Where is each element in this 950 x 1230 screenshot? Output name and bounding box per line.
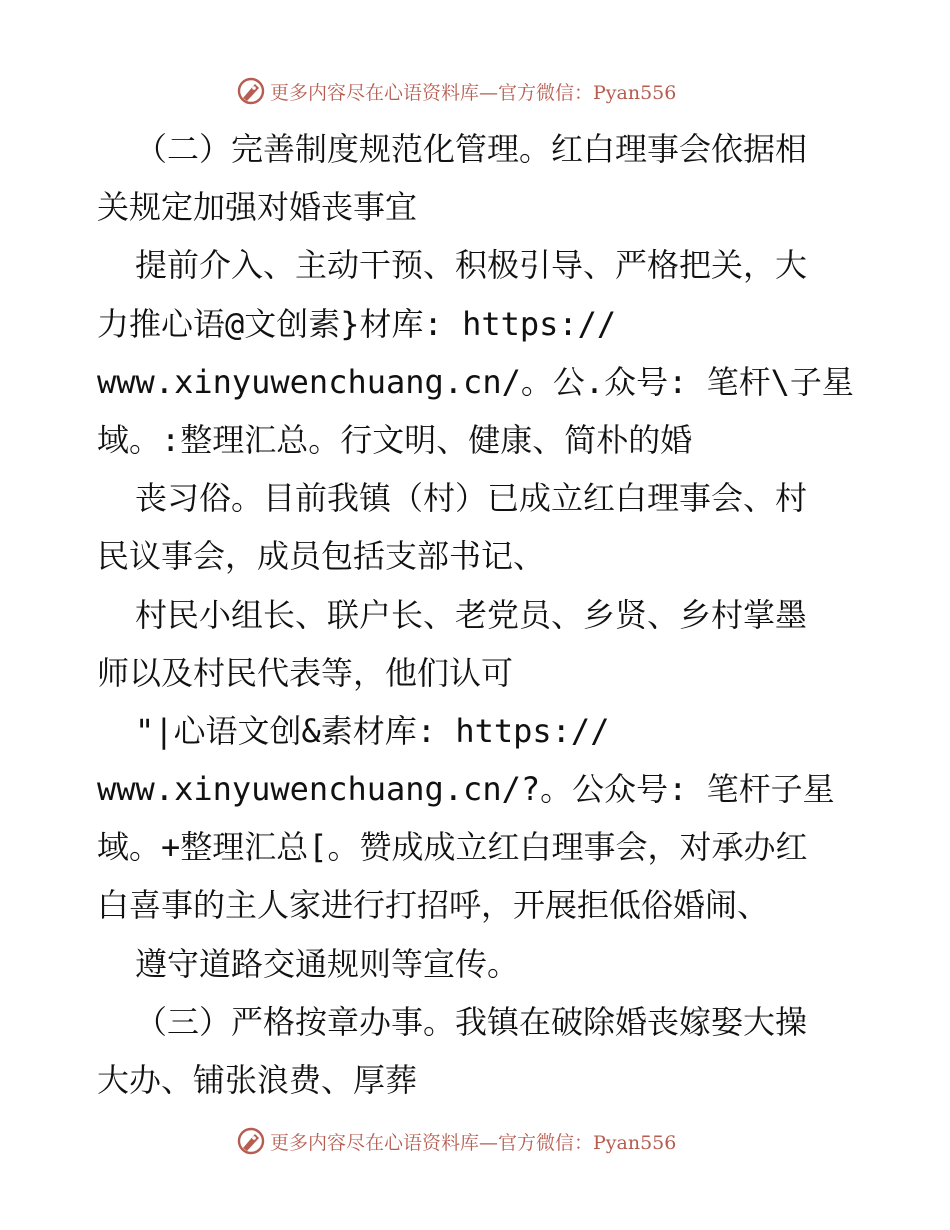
text-line: 丧习俗。目前我镇（村）已成立红白理事会、村: [135, 479, 808, 518]
text-line: （二）完善制度规范化管理。红白理事会依据相: [135, 130, 808, 168]
text-line: 师以及村民代表等，他们认可: [97, 653, 514, 692]
watermark-text: 更多内容尽在心语资料库—官方微信：Pyan556: [270, 1131, 677, 1154]
text-line: 遵守道路交通规则等宣传。: [135, 944, 520, 983]
text-line: （三）严格按章办事。我镇在破除婚丧嫁娶大操: [135, 1002, 808, 1041]
text-line: 白喜事的主人家进行打招呼，开展拒低俗婚闹、: [97, 886, 770, 925]
footer-watermark: [236, 1126, 706, 1156]
text-line: "|心语文创&素材库: https://: [135, 711, 610, 750]
watermark-text: 更多内容尽在心语资料库—官方微信：Pyan556: [270, 81, 677, 104]
text-line: 提前介入、主动干预、积极引导、严格把关，大: [135, 246, 808, 285]
pen-nib-logo-icon: [236, 76, 266, 106]
text-line: 关规定加强对婚丧事宜: [97, 188, 418, 227]
text-line: 村民小组长、联户长、老党员、乡贤、乡村掌墨: [135, 595, 808, 634]
pen-nib-logo-icon: [236, 1126, 266, 1156]
text-line: 域。+整理汇总[。赞成成立红白理事会，对承办红: [97, 828, 808, 867]
text-line: www.xinyuwenchuang.cn/?。公众号: 笔杆子星: [97, 770, 835, 809]
text-line: 域。:整理汇总。行文明、健康、简朴的婚: [97, 420, 693, 459]
text-line: 力推心语@文创素}材库: https://: [97, 304, 617, 343]
text-line: www.xinyuwenchuang.cn/。公.众号: 笔杆\子星: [97, 362, 854, 401]
document-body: [97, 120, 857, 1109]
header-watermark: [236, 76, 706, 106]
text-line: 民议事会，成员包括支部书记、: [97, 537, 546, 576]
text-line: 大办、铺张浪费、厚葬: [97, 1061, 418, 1099]
